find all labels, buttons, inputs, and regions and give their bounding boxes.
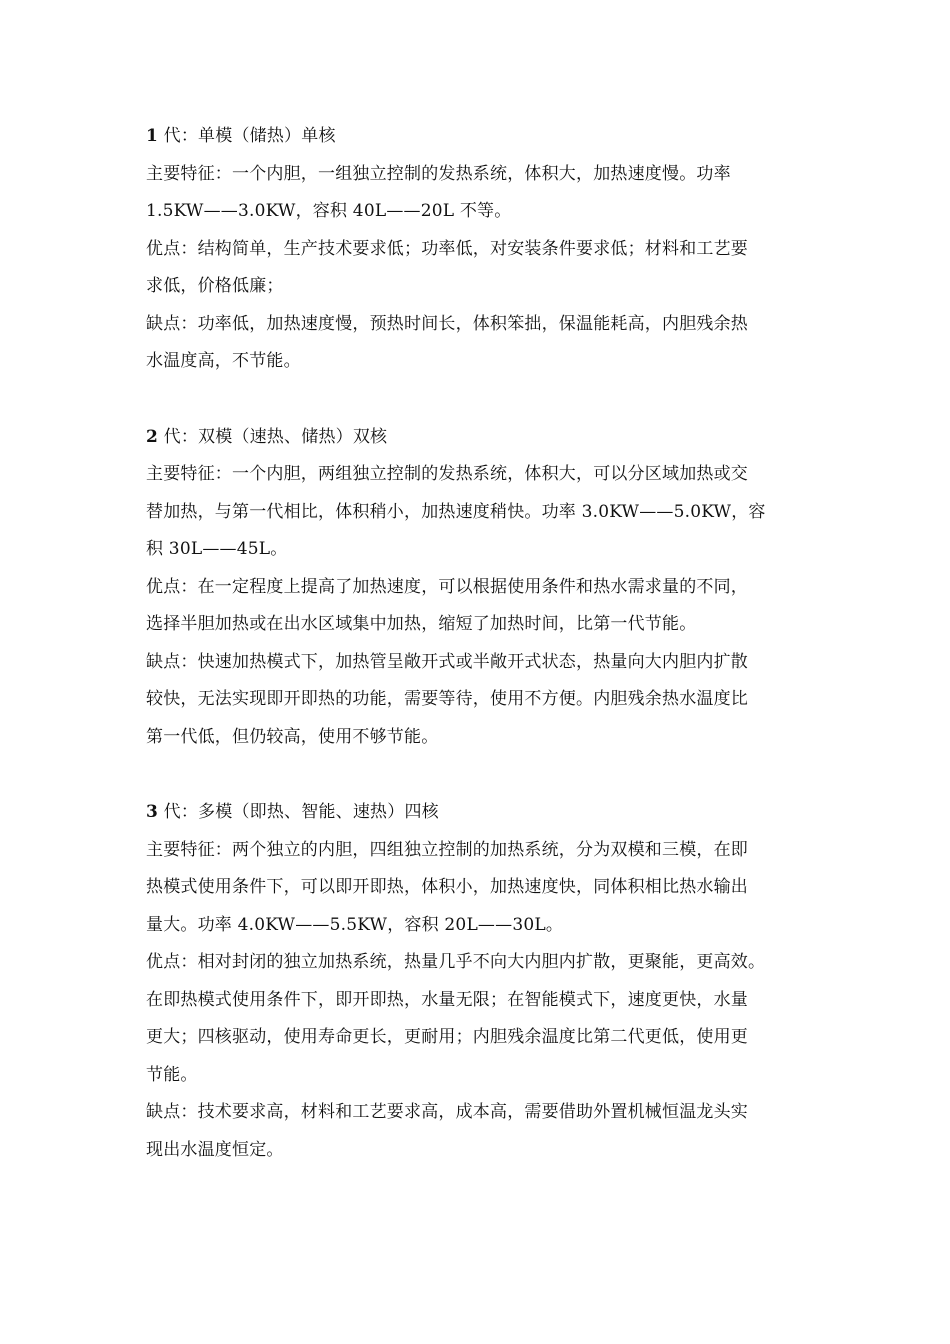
paragraph-line: 节能。 (146, 1064, 198, 1085)
section-title-text: 代：双模（速热、储热）双核 (163, 426, 388, 447)
paragraph-line: 第一代低，但仍较高，使用不够节能。 (146, 726, 439, 747)
paragraph-line: 较快，无法实现即开即热的功能，需要等待，使用不方便。内胆残余热水温度比 (146, 689, 748, 709)
document-body (146, 118, 810, 1169)
section-gen-2 (146, 419, 810, 757)
paragraph-line: 优点：在一定程度上提高了加热速度，可以根据使用条件和热水需求量的不同， (146, 576, 748, 597)
paragraph-line: 缺点：技术要求高，材料和工艺要求高，成本高，需要借助外置机械恒温龙头实 (146, 1102, 748, 1122)
section-title-text: 代：多模（即热、智能、速热）四核 (163, 802, 439, 822)
paragraph-line: 替加热，与第一代相比，体积稍小，加热速度稍快。功率 3.0KW——5.0KW，容 (146, 501, 766, 522)
paragraph-line: 主要特征：一个内胆，两组独立控制的发热系统，体积大，可以分区域加热或交 (146, 464, 748, 484)
paragraph-line: 水温度高，不节能。 (146, 351, 301, 371)
paragraph-line: 主要特征：两个独立的内胆，四组独立控制的加热系统，分为双模和三模，在即 (146, 839, 748, 860)
paragraph-line: 更大；四核驱动，使用寿命更长，更耐用；内胆残余温度比第二代更低，使用更 (146, 1027, 748, 1047)
paragraph-line: 求低，价格低廉； (146, 276, 284, 296)
paragraph-line: 1.5KW——3.0KW，容积 40L——20L 不等。 (146, 201, 512, 221)
section-number: 1 (146, 126, 159, 146)
paragraph-line: 量大。功率 4.0KW——5.5KW，容积 20L——30L。 (146, 914, 564, 935)
paragraph-line: 优点：相对封闭的独立加热系统，热量几乎不向大内胆内扩散，更聚能，更高效。 (146, 952, 766, 972)
paragraph-line: 在即热模式使用条件下，即开即热，水量无限；在智能模式下，速度更快，水量 (146, 989, 748, 1010)
paragraph-line: 缺点：快速加热模式下，加热管呈敞开式或半敞开式状态，热量向大内胆内扩散 (146, 651, 748, 672)
section-title-text: 代：单模（储热）单核 (163, 126, 336, 146)
section-number: 2 (146, 426, 159, 447)
paragraph-line: 缺点：功率低，加热速度慢，预热时间长，体积笨拙，保温能耗高，内胆残余热 (146, 313, 748, 334)
paragraph-line: 现出水温度恒定。 (146, 1139, 284, 1160)
paragraph-line: 积 30L——45L。 (146, 539, 288, 559)
section-title (146, 794, 810, 832)
section-title (146, 419, 810, 457)
paragraph-line: 优点：结构简单，生产技术要求低；功率低，对安装条件要求低；材料和工艺要 (146, 238, 748, 259)
paragraph-line: 主要特征：一个内胆，一组独立控制的发热系统，体积大，加热速度慢。功率 (146, 163, 731, 184)
section-gen-3 (146, 794, 810, 1169)
section-title (146, 118, 810, 156)
section-gen-1 (146, 118, 810, 381)
section-number: 3 (146, 802, 159, 822)
paragraph-line: 选择半胆加热或在出水区域集中加热，缩短了加热时间，比第一代节能。 (146, 614, 697, 634)
paragraph-line: 热模式使用条件下，可以即开即热，体积小，加热速度快，同体积相比热水输出 (146, 877, 748, 897)
